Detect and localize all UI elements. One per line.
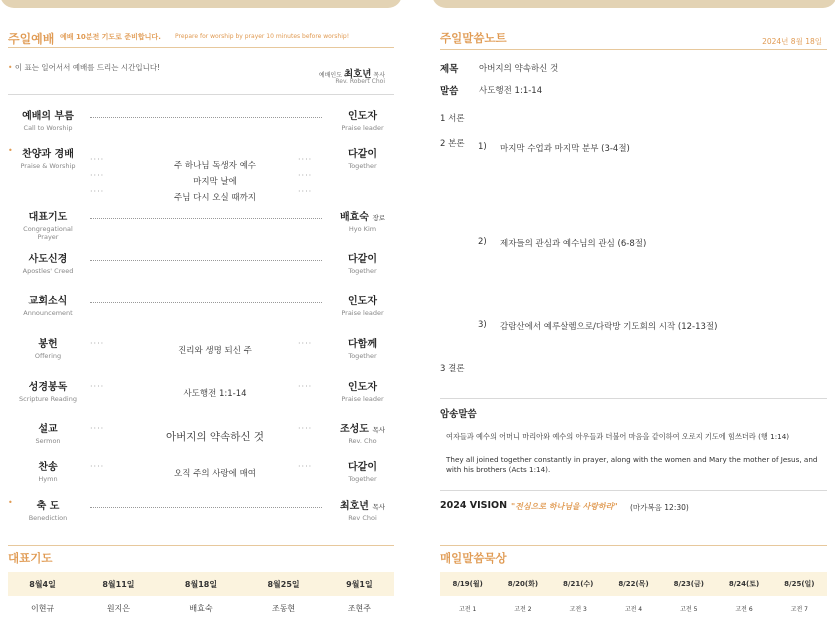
vision-top-divider xyxy=(440,490,827,491)
left-page-tab xyxy=(0,0,402,8)
order-item-name: 예배의 부름 xyxy=(22,111,74,122)
order-leader-name: 인도자 xyxy=(348,382,377,393)
daily-ref: 고전 4 xyxy=(606,597,661,620)
song-title: 주님 다시 오실 때까지 xyxy=(173,193,256,203)
sermon-date: 2024년 8월 18일 xyxy=(762,37,822,46)
prayer-dates-row xyxy=(8,572,394,597)
prayer-date: 8월11일 xyxy=(77,572,160,597)
intro-heading: 1 서론 xyxy=(440,114,465,124)
vision-reference: (마가복음 12:30) xyxy=(630,503,689,512)
daily-ref: 고전 5 xyxy=(661,597,716,620)
order-item xyxy=(12,497,84,522)
order-leader-name: 다같이 xyxy=(348,149,377,160)
standing-note-text: 이 표는 일어서서 예배를 드리는 시간입니다! xyxy=(14,63,161,72)
daily-dates-row xyxy=(440,572,827,597)
order-item xyxy=(12,420,84,445)
order-item-name-en: Scripture Reading xyxy=(19,395,77,403)
order-leader-en: Praise leader xyxy=(341,124,384,132)
order-item-name-en: Announcement xyxy=(23,309,73,317)
song-title: 주 하나님 독생자 예수 xyxy=(173,161,256,171)
scripture-text: 사도행전 1:1-14 xyxy=(479,86,543,96)
order-item-name: 교회소식 xyxy=(28,296,68,307)
short-dots: ···· xyxy=(298,462,313,471)
leader-title: 목사 xyxy=(373,72,385,79)
daily-ref: 고전 1 xyxy=(440,597,495,620)
order-leader-name: 다함께 xyxy=(348,339,377,350)
scripture-label: 말씀 xyxy=(440,86,459,97)
order-leader-name: 인도자 xyxy=(348,111,377,122)
order-item-name-en: Offering xyxy=(34,352,62,360)
order-item-detail: 오직 주의 사랑에 매여 xyxy=(173,469,256,479)
prayer-name: 원지은 xyxy=(77,597,160,620)
daily-devotion-title: 매일말씀묵상 xyxy=(440,551,507,565)
order-item-name: 찬양과 경배 xyxy=(22,149,74,160)
order-item-name-en: Benediction xyxy=(28,514,68,522)
short-dots: ···· xyxy=(298,339,313,348)
order-item-name: 성경봉독 xyxy=(28,382,68,393)
short-dots: ···· xyxy=(90,155,105,164)
memory-top-divider xyxy=(440,398,827,399)
dotted-leader xyxy=(90,302,322,303)
memory-verse-en: They all joined together constantly in prayer, along with the women and Mary the mother of Jesus, and with his brothers (Acts 1:14). xyxy=(446,455,818,474)
daily-ref: 고전 3 xyxy=(551,597,606,620)
order-item-name-en: Sermon xyxy=(35,437,61,445)
order-item xyxy=(12,250,84,275)
prayer-name: 조현주 xyxy=(325,597,394,620)
standing-bullet-icon: • xyxy=(8,146,13,155)
daily-top-divider xyxy=(440,545,827,546)
prayer-name: 배효숙 xyxy=(160,597,243,620)
order-item xyxy=(12,458,84,483)
conclusion-heading: 3 결론 xyxy=(440,364,465,374)
worship-title: 주일예배 xyxy=(8,32,55,46)
order-leader-en: Rev Choi xyxy=(348,514,377,522)
short-dots: ···· xyxy=(298,155,313,164)
leader-label: 예배인도 xyxy=(318,72,343,79)
order-item-detail: 아버지의 약속하신 것 xyxy=(166,431,264,443)
prayer-names-row xyxy=(8,597,394,620)
order-item-leader xyxy=(335,497,390,522)
order-item xyxy=(12,335,84,360)
order-item-name-en: Hymn xyxy=(38,475,58,483)
order-item-name: 축 도 xyxy=(36,501,60,512)
prayer-date: 8월18일 xyxy=(160,572,243,597)
daily-date: 8/24(토) xyxy=(716,572,771,597)
standing-bullet-icon: • xyxy=(8,498,13,507)
point-number: 1) xyxy=(478,142,487,152)
order-item xyxy=(12,292,84,317)
right-page-tab xyxy=(432,0,835,8)
body-heading: 2 본론 xyxy=(440,139,465,149)
order-leader-name: 다같이 xyxy=(348,254,377,265)
order-leader-name: 다같이 xyxy=(348,462,377,473)
order-leader-en: Hyo Kim xyxy=(348,225,377,233)
leader-en: Rev. Robert Choi xyxy=(335,78,385,85)
sermon-divider xyxy=(440,49,827,50)
short-dots: ···· xyxy=(90,462,105,471)
bullet-icon: • xyxy=(8,63,13,72)
order-item-leader xyxy=(335,378,390,403)
prayer-name: 이현규 xyxy=(8,597,77,620)
order-leader-en: Rev. Cho xyxy=(348,437,377,445)
order-item-name-en: Praise & Worship xyxy=(20,162,76,170)
order-item-name-en: Apostles' Creed xyxy=(22,267,74,275)
short-dots: ···· xyxy=(90,424,105,433)
sermon-notes-title: 주일말씀노트 xyxy=(440,31,507,45)
daily-ref: 고전 6 xyxy=(716,597,771,620)
daily-devotion-table xyxy=(440,572,827,619)
order-leader-name: 최호년 xyxy=(339,501,369,512)
prayer-schedule-title: 대표기도 xyxy=(8,551,53,565)
order-item-leader xyxy=(335,335,390,360)
order-divider xyxy=(8,94,394,95)
point-number: 2) xyxy=(478,237,487,247)
daily-date: 8/22(목) xyxy=(606,572,661,597)
order-item-name: 사도신경 xyxy=(28,254,68,265)
order-leader-en: Together xyxy=(348,162,377,170)
leader-name: 최호년 xyxy=(343,69,372,80)
order-leader-title: 목사 xyxy=(372,426,386,434)
worship-subtitle-en: Prepare for worship by prayer 10 minutes before worship! xyxy=(175,33,350,40)
short-dots: ···· xyxy=(90,382,105,391)
prayer-date: 9월1일 xyxy=(325,572,394,597)
point-text: 감람산에서 예루살렘으로/다락방 기도회의 시작 (12-13절) xyxy=(500,322,718,332)
order-item-name: 대표기도 xyxy=(28,212,68,223)
short-dots: ···· xyxy=(90,171,105,180)
short-dots: ···· xyxy=(298,187,313,196)
point-text: 제자들의 관심과 예수님의 관심 (6-8절) xyxy=(500,239,647,249)
short-dots: ···· xyxy=(90,187,105,196)
dotted-leader xyxy=(90,218,322,219)
order-leader-en: Praise leader xyxy=(341,395,384,403)
order-item-detail: 진리와 생명 되신 주 xyxy=(178,346,252,356)
point-text: 마지막 수업과 마지막 분부 (3-4절) xyxy=(500,144,630,154)
order-item-leader xyxy=(335,208,390,233)
order-item xyxy=(12,378,84,403)
order-leader-en: Together xyxy=(348,267,377,275)
order-item-leader xyxy=(335,107,390,132)
daily-date: 8/19(월) xyxy=(440,572,495,597)
daily-refs-row xyxy=(440,597,827,620)
order-item-leader xyxy=(335,292,390,317)
order-leader-name: 인도자 xyxy=(348,296,377,307)
order-item-leader xyxy=(335,250,390,275)
dotted-leader xyxy=(90,260,322,261)
order-item-name: 설교 xyxy=(38,424,58,435)
order-item xyxy=(12,208,84,241)
order-item xyxy=(12,107,84,132)
standing-note xyxy=(8,62,160,73)
daily-date: 8/23(금) xyxy=(661,572,716,597)
order-leader-en: Praise leader xyxy=(341,309,384,317)
order-item-name-en: Congregational Prayer xyxy=(23,225,73,241)
order-item-name: 찬송 xyxy=(38,462,58,473)
prayer-top-divider xyxy=(8,545,394,546)
subject-label: 제목 xyxy=(440,64,459,75)
order-leader-title: 장로 xyxy=(372,214,386,222)
memory-verse-title: 암송말씀 xyxy=(440,409,477,420)
dotted-leader xyxy=(90,117,322,118)
daily-ref: 고전 7 xyxy=(772,597,827,620)
point-number: 3) xyxy=(478,320,487,330)
short-dots: ···· xyxy=(90,339,105,348)
daily-date: 8/21(수) xyxy=(551,572,606,597)
daily-date: 8/20(화) xyxy=(495,572,550,597)
order-item-leader xyxy=(335,458,390,483)
daily-ref: 고전 2 xyxy=(495,597,550,620)
daily-date: 8/25(일) xyxy=(772,572,827,597)
order-leader-en: Together xyxy=(348,475,377,483)
order-item-name-en: Call to Worship xyxy=(23,124,73,132)
prayer-date: 8월4일 xyxy=(8,572,77,597)
prayer-schedule-table xyxy=(8,572,394,619)
memory-verse-ko: 여자들과 예수의 어머니 마리아와 예수의 아우들과 더불어 마음을 같이하여 오로지 기도에 힘쓰더라 (행 1:14) xyxy=(446,432,790,441)
order-leader-name: 조성도 xyxy=(339,424,369,435)
worship-divider xyxy=(8,47,394,48)
short-dots: ···· xyxy=(298,424,313,433)
subject-text: 아버지의 약속하신 것 xyxy=(479,64,559,74)
order-item-name: 봉헌 xyxy=(38,339,58,350)
order-item-leader xyxy=(335,420,390,445)
vision-label: 2024 VISION xyxy=(440,500,508,511)
vision-text: "전심으로 하나님을 사랑하라" xyxy=(511,502,618,511)
order-item xyxy=(12,145,84,170)
order-item-leader xyxy=(335,145,390,170)
short-dots: ···· xyxy=(298,171,313,180)
order-leader-name: 배효숙 xyxy=(339,212,369,223)
order-leader-title: 목사 xyxy=(372,503,386,511)
order-item-detail: 사도행전 1:1-14 xyxy=(183,389,247,399)
prayer-date: 8월25일 xyxy=(242,572,325,597)
worship-subtitle-ko: 예배 10분전 기도로 준비합니다. xyxy=(60,33,161,41)
short-dots: ···· xyxy=(298,382,313,391)
song-title: 마지막 날에 xyxy=(193,177,237,187)
prayer-name: 조동현 xyxy=(242,597,325,620)
order-leader-en: Together xyxy=(348,352,377,360)
dotted-leader xyxy=(90,507,322,508)
